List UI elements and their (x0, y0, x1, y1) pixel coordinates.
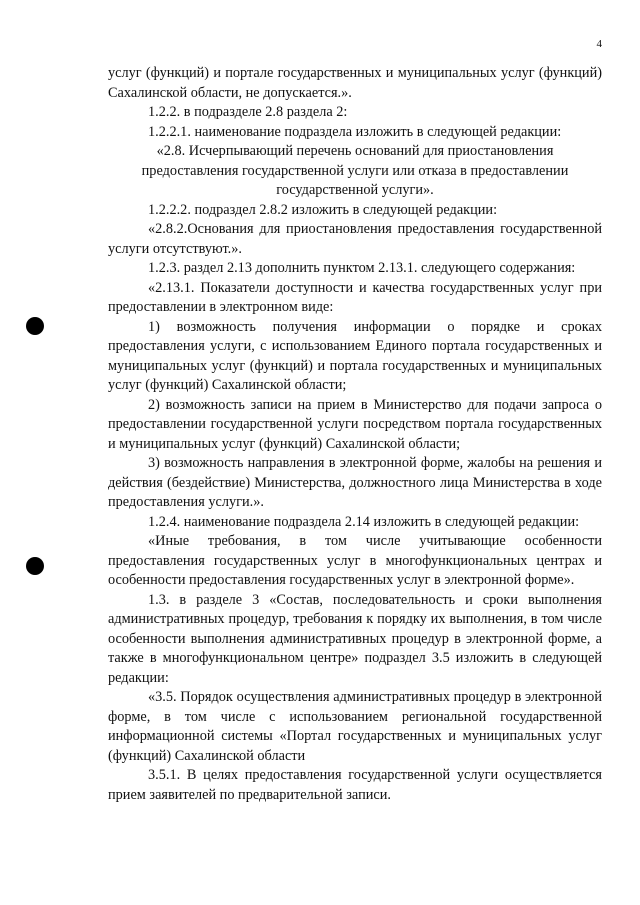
document-body (108, 64, 602, 805)
punch-hole-lower (26, 557, 44, 575)
punch-hole-upper (26, 317, 44, 335)
paragraph: 1.2.2. в подразделе 2.8 раздела 2: (148, 104, 348, 120)
list-item: 3) возможность направления в электронной форме, жалобы на решения и действия (бездействие) Министерства, должностного лица Министерства в ходе предоставления услуги.». (108, 455, 602, 510)
paragraph: «3.5. Порядок осуществления административных процедур в электронной форме, в том числе с использованием региональной государственной информационной системы «Портал государственных и муниципальных услуг (функций) Сахалинской области (108, 689, 602, 764)
paragraph: 1.2.4. наименование подраздела 2.14 изложить в следующей редакции: (148, 513, 580, 530)
paragraph: «2.8.2.Основания для приостановления предоставления государственной услуги отсутствуют.». (108, 221, 602, 257)
list-item: 1) возможность получения информации о порядке и сроках предоставления услуги, с использованием Единого портала государственных и муниципальных услуг (функций) и портала государственных и муниципальных услуг (функций) Сахалинской области; (108, 318, 602, 393)
paragraph: «2.13.1. Показатели доступности и качества государственных услуг при предоставлении в электронном виде: (108, 279, 602, 315)
page-number: 4 (596, 38, 602, 50)
paragraph: 1.3. в разделе 3 «Состав, последовательность и сроки выполнения административных процедур, требования к порядку их выполнения, в том числе особенности выполнения административных процедур в электронной форме, а также в многофункциональном центре» подраздел 3.5 изложить в следующей редакции: (108, 591, 602, 686)
section-heading: «2.8. Исчерпывающий перечень оснований для приостановления предоставления государственной услуги или отказа в предоставлении государственной услуги». (141, 143, 569, 198)
paragraph: 1.2.2.2. подраздел 2.8.2 изложить в следующей редакции: (148, 201, 498, 218)
paragraph: «Иные требования, в том числе учитывающие особенности предоставления государственных услуг в многофункциональных центрах и особенности предоставления государственных услуг в электронной форме». (108, 533, 602, 588)
paragraph: 1.2.3. раздел 2.13 дополнить пунктом 2.13.1. следующего содержания: (148, 260, 576, 276)
paragraph: услуг (функций) и портале государственных и муниципальных услуг (функций) Сахалинской области, не допускается.». (108, 65, 602, 101)
paragraph: 3.5.1. В целях предоставления государственной услуги осуществляется прием заявителей по предварительной записи. (108, 767, 602, 803)
paragraph: 1.2.2.1. наименование подраздела изложить в следующей редакции: (148, 123, 562, 140)
list-item: 2) возможность записи на прием в Министерство для подачи запроса о предоставлении государственной услуги посредством портала государственных и муниципальных услуг (функций) Сахалинской области; (108, 396, 602, 452)
